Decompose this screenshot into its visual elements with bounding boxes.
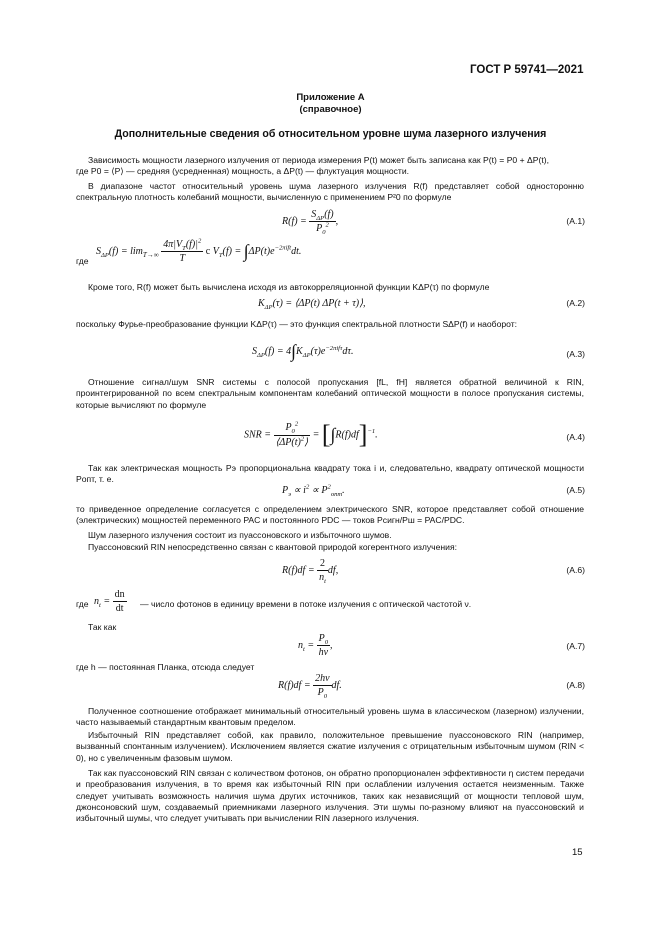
eq-number-a5: (А.5) (566, 485, 585, 495)
formula-a2: $K_{\Delta P}(\tau)$ = ⟨ΔP(t) ΔP(t + τ)⟩, (258, 298, 366, 311)
eq-number-a2: (А.2) (566, 298, 585, 308)
paragraph-2: В диапазоне частот относительный уровень шума лазерного излучения R(f) представляет собой односторонню спектральную плотность колебаний мощности, вычисленную с применением P²0 по формуле (76, 181, 584, 203)
formula-a3: $S_{\Delta P}(f) = 4\int K_{\Delta P}(\tau)e^{-2\pi if\tau}d\tau$. (252, 341, 354, 361)
standard-id: ГОСТ Р 59741—2021 (470, 64, 584, 76)
eq-number-a6: (А.6) (566, 565, 585, 575)
paragraph-15: Так как пуассоновский RIN связан с количеством фотонов, он обратно пропорционален эффективности η систем передачи и преобразования излучения, в то время как избыточный RIN при ослаблении излучения остается неизменным. Также следует учитывать возможность наличия шума других источников, таких как независящий от мощности тепловой шум, джонсоновский шум, создаваемый приемниками лазерного излучения. Эти шумы по-разному влияют на пуассоновский и избыточный шумы, что следует учитывать при вычислении RIN лазерного излучения. (76, 768, 584, 824)
page-number: 15 (572, 847, 583, 858)
paragraph-7: то приведенное определение согласуется с определением электрического SNR, которое представляет собой отношение (электрических) мощностей переменного PAC и постоянного PDC — токов Pсигн/Pш = PAC/PDC. (76, 504, 584, 526)
paragraph-3: Кроме того, R(f) может быть вычислена исходя из автокорреляционной функции KΔP(τ) по формуле (88, 282, 490, 292)
paragraph-1b: где P0 = ⟨P⟩ — средняя (усредненная) мощность, а ΔP(t) — флуктуация мощности. (76, 166, 410, 177)
formula-a1: R(f) = $\frac{S_{\Delta P}(f)}{P_0^2}$ , (282, 209, 339, 237)
formula-where-2: $n_t$ = $\frac{dn}{dt}$ (94, 589, 125, 615)
paragraph-9: Пуассоновский RIN непосредственно связан с квантовой природой когерентного излучения: (88, 542, 458, 552)
paragraph-6: Так как электрическая мощность Pэ пропорциональна квадрату тока i и, следовательно, квадрату оптической мощности Pопт, т. е. (76, 463, 584, 485)
formula-a8: R(f)df = $\frac{2h\nu}{P_0}$ df. (278, 673, 342, 701)
paragraph-11: Так как (88, 622, 117, 632)
eq-number-a8: (А.8) (566, 680, 585, 690)
eq-number-a1: (А.1) (566, 216, 585, 226)
eq-number-a4: (А.4) (566, 432, 585, 442)
paragraph-13: Полученное соотношение отображает минимальный относительный уровень шума в классическом (лазерном) излучении, часто называемый стандартным квантовым пределом. (76, 706, 584, 728)
formula-where-1: $S_{\Delta P}(f) = \lim_{T\to\infty}$ $\frac{4\pi|V_T(f)|^2}{T}$ с $V_T(f) = \int\Delta P(t)e^{-2\pi ift}dt$. (96, 237, 302, 265)
formula-a6: R(f)df = $\frac{2}{n_t}$ df, (282, 558, 339, 586)
annex-title-block (0, 92, 661, 116)
section-heading: Дополнительные сведения об относительном уровне шума лазерного излучения (114, 128, 547, 140)
formula-a5: $P_э \propto i^2 \propto P^2_{опт}$. (282, 483, 345, 498)
paragraph-10: — число фотонов в единицу времени в потоке излучения с оптической частотой ν. (140, 599, 472, 609)
annex-subtitle: (справочное) (299, 103, 362, 115)
paragraph-12: где h — постоянная Планка, отсюда следует (76, 662, 255, 672)
where-label-2: где (76, 599, 89, 609)
paragraph-1 (76, 155, 584, 178)
paragraph-14: Избыточный RIN представляет собой, как правило, положительное превышение пуассоновского RIN (например, вызванный спонтанным излучением). Исключением является сжатие излучения с отрицательным избыточным шумом (RIN < 0), но с увеличенным фазовым шумом. (76, 730, 584, 763)
formula-a7: $n_t$ = $\frac{P_0}{h\nu}$ , (298, 633, 333, 659)
annex-title: Приложение А (296, 92, 365, 103)
paragraph-1a: Зависимость мощности лазерного излучения от периода измерения P(t) может быть записана как P(t) = P0 + ΔP(t), (88, 155, 549, 165)
paragraph-8: Шум лазерного излучения состоит из пуассоновского и избыточного шумов. (88, 530, 392, 540)
paragraph-5: Отношение сигнал/шум SNR системы с полосой пропускания [fL, fH] является обратной величиной к RIN, проинтегрированной по всем спектральным компонентам колебаний оптической мощности в полосе пропускания системы, которые вычисляют по формуле (76, 377, 584, 410)
formula-a4: SNR = $\frac{P_0^2}{⟨\Delta P(t)^2⟩}$ = $[\int R(f)df]^{-1}$. (244, 420, 378, 449)
eq-number-a7: (А.7) (566, 641, 585, 651)
paragraph-4: поскольку Фурье-преобразование функции KΔP(τ) — это функция спектральной плотности SΔP(f) и наоборот: (76, 319, 518, 329)
where-label-1: где (76, 256, 89, 266)
eq-number-a3: (А.3) (566, 349, 585, 359)
